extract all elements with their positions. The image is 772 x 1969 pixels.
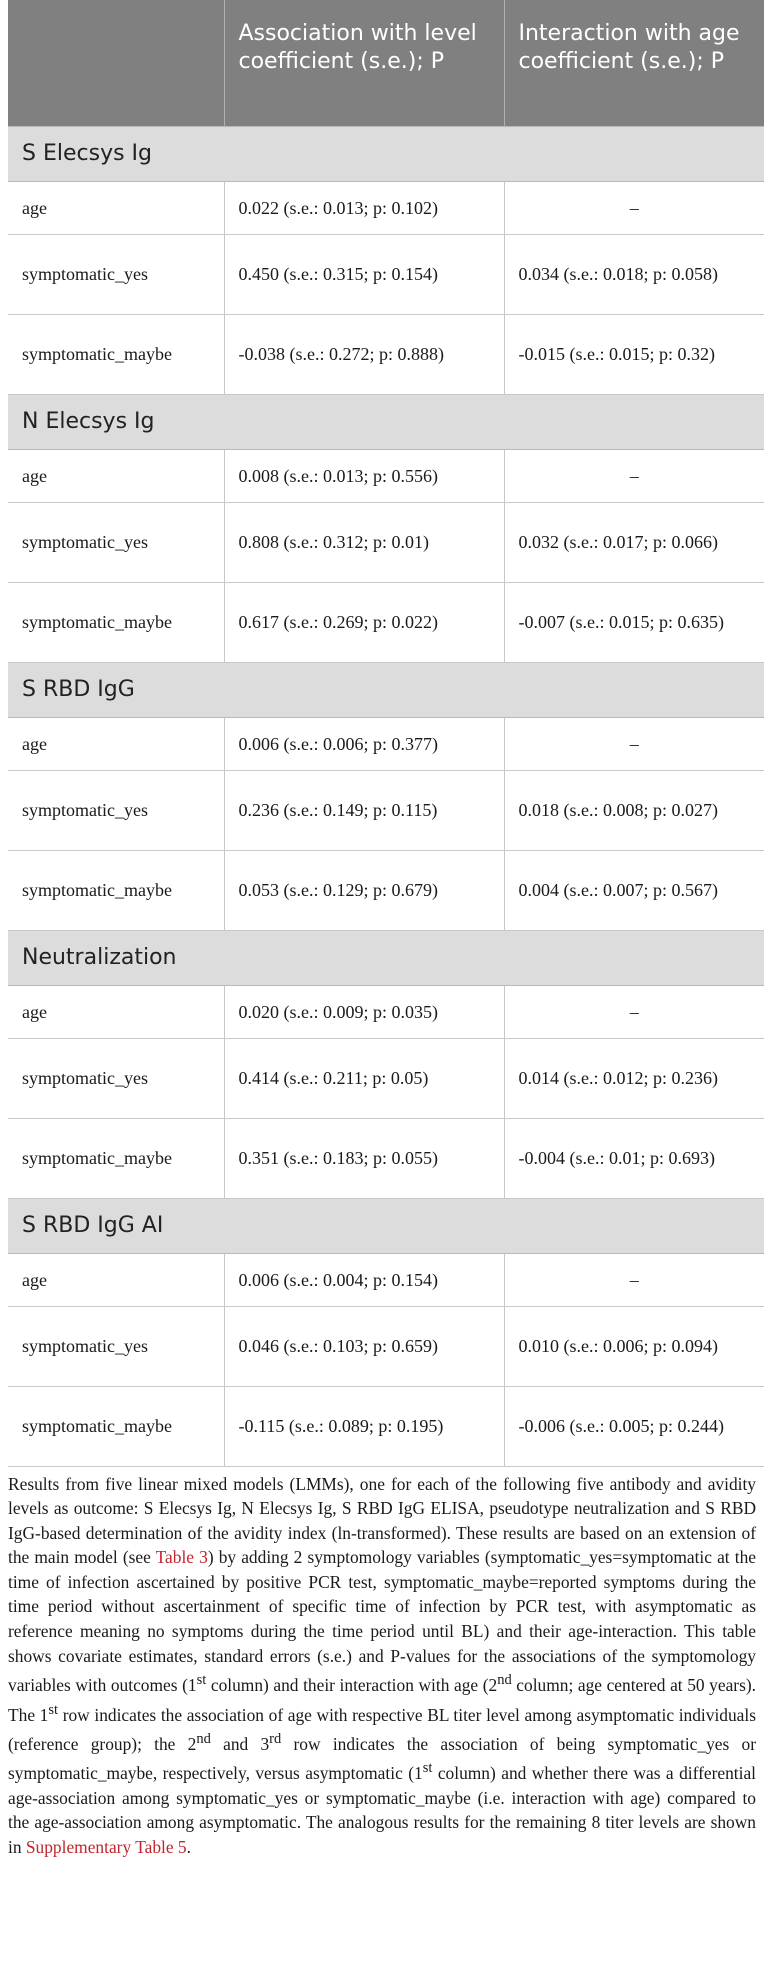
level-coefficient-cell: 0.808 (s.e.: 0.312; p: 0.01) (224, 502, 504, 582)
footnote-text: row indicates the association of being symptomatic_yes or symptomatic_maybe, respectively, versus asymptomatic (1 (8, 1733, 756, 1784)
interaction-coefficient-cell: – (504, 181, 764, 234)
table-row (8, 717, 764, 770)
row-label-cell: symptomatic_yes (8, 770, 224, 850)
interaction-coefficient-cell: 0.014 (s.e.: 0.012; p: 0.236) (504, 1038, 764, 1118)
level-coefficient-cell: 0.008 (s.e.: 0.013; p: 0.556) (224, 449, 504, 502)
row-label-cell: symptomatic_yes (8, 234, 224, 314)
superscript: st (422, 1760, 433, 1777)
superscript: st (196, 1672, 207, 1689)
level-coefficient-cell: 0.450 (s.e.: 0.315; p: 0.154) (224, 234, 504, 314)
interaction-coefficient-cell: -0.004 (s.e.: 0.01; p: 0.693) (504, 1118, 764, 1198)
table-row (8, 1306, 764, 1386)
section-header-row (8, 126, 764, 181)
row-label-cell: age (8, 985, 224, 1038)
interaction-coefficient-cell: 0.004 (s.e.: 0.007; p: 0.567) (504, 850, 764, 930)
level-coefficient-cell: -0.115 (s.e.: 0.089; p: 0.195) (224, 1386, 504, 1466)
interaction-coefficient-cell: -0.006 (s.e.: 0.005; p: 0.244) (504, 1386, 764, 1466)
table-row (8, 850, 764, 930)
supplementary-table-5-link[interactable]: Supplementary Table 5 (25, 1837, 187, 1857)
level-coefficient-cell: 0.351 (s.e.: 0.183; p: 0.055) (224, 1118, 504, 1198)
row-label-cell: age (8, 717, 224, 770)
row-label-cell: symptomatic_maybe (8, 1118, 224, 1198)
interaction-coefficient-cell: -0.015 (s.e.: 0.015; p: 0.32) (504, 314, 764, 394)
footnote-text: Results from five linear mixed models (LMMs), one for each of the following five antibody and avidity levels as outcome: S Elecsys Ig, N Elecsys Ig, S RBD IgG ELISA, pseudotype neutralization and S RBD IgG-based determination of the avidity index (ln-transformed). These results are based on an extension of the main model (see (8, 1473, 756, 1568)
table-row (8, 582, 764, 662)
interaction-coefficient-cell: – (504, 717, 764, 770)
footnote-text: column) and whether there was a differential age-association among symptomatic_yes or symptomatic_maybe (i.e. interaction with age) compared to the age-association among asymptomatic. The analogous results for the remaining 8 titer levels are shown in (8, 1763, 756, 1857)
level-coefficient-cell: 0.022 (s.e.: 0.013; p: 0.102) (224, 181, 504, 234)
table-3-link[interactable]: Table 3 (155, 1547, 208, 1568)
interaction-coefficient-cell: 0.032 (s.e.: 0.017; p: 0.066) (504, 502, 764, 582)
interaction-coefficient-cell: – (504, 449, 764, 502)
header-col-2: Association with level coefficient (s.e.); P (224, 0, 504, 126)
level-coefficient-cell: 0.236 (s.e.: 0.149; p: 0.115) (224, 770, 504, 850)
row-label-cell: age (8, 181, 224, 234)
interaction-coefficient-cell: 0.018 (s.e.: 0.008; p: 0.027) (504, 770, 764, 850)
section-title: S RBD IgG (8, 662, 764, 717)
table-row (8, 1253, 764, 1306)
row-label-cell: symptomatic_yes (8, 502, 224, 582)
footnote-text: ) by adding 2 symptomology variables (symptomatic_yes=symptomatic at the time of infection ascertained by positive PCR test, symptomatic_maybe=reported symptoms during the time period without ascertainment of specific time of infection by PCR test, with asymptomatic as reference meaning no symptoms during the time period until BL) and their age-interaction. This table shows covariate estimates, standard errors (s.e.) and P-values for the associations of the symptomology variables with outcomes (1 (8, 1547, 756, 1696)
header-col-3: Interaction with age coefficient (s.e.); P (504, 0, 764, 126)
table-row (8, 1038, 764, 1118)
table-header-row (8, 0, 764, 126)
footnote-text: column; age centered at 50 years). The 1 (8, 1675, 757, 1725)
section-title: N Elecsys Ig (8, 394, 764, 449)
table-footnote (8, 1472, 764, 1860)
section-header-row (8, 394, 764, 449)
row-label-cell: symptomatic_yes (8, 1038, 224, 1118)
interaction-coefficient-cell: -0.007 (s.e.: 0.015; p: 0.635) (504, 582, 764, 662)
table-body (8, 126, 764, 1466)
table-container (8, 0, 764, 1860)
section-title: S RBD IgG AI (8, 1198, 764, 1253)
superscript: rd (269, 1731, 282, 1748)
table-row (8, 502, 764, 582)
results-table (8, 0, 764, 1467)
table-row (8, 181, 764, 234)
table-row (8, 449, 764, 502)
level-coefficient-cell: 0.053 (s.e.: 0.129; p: 0.679) (224, 850, 504, 930)
level-coefficient-cell: 0.617 (s.e.: 0.269; p: 0.022) (224, 582, 504, 662)
interaction-coefficient-cell: 0.010 (s.e.: 0.006; p: 0.094) (504, 1306, 764, 1386)
level-coefficient-cell: 0.046 (s.e.: 0.103; p: 0.659) (224, 1306, 504, 1386)
level-coefficient-cell: 0.006 (s.e.: 0.006; p: 0.377) (224, 717, 504, 770)
row-label-cell: symptomatic_maybe (8, 314, 224, 394)
footnote-text: and 3 (210, 1733, 270, 1754)
footnote-text: row indicates the association of age with respective BL titer level among asymptomatic individuals (reference group); the 2 (8, 1704, 756, 1754)
header-col-1 (8, 0, 224, 126)
section-header-row (8, 930, 764, 985)
table-row (8, 314, 764, 394)
row-label-cell: symptomatic_maybe (8, 1386, 224, 1466)
row-label-cell: age (8, 449, 224, 502)
table-row (8, 985, 764, 1038)
row-label-cell: symptomatic_maybe (8, 582, 224, 662)
row-label-cell: age (8, 1253, 224, 1306)
footnote-text: . (186, 1837, 191, 1857)
superscript: nd (196, 1731, 211, 1748)
superscript: st (48, 1701, 59, 1718)
row-label-cell: symptomatic_maybe (8, 850, 224, 930)
level-coefficient-cell: 0.020 (s.e.: 0.009; p: 0.035) (224, 985, 504, 1038)
interaction-coefficient-cell: 0.034 (s.e.: 0.018; p: 0.058) (504, 234, 764, 314)
interaction-coefficient-cell: – (504, 985, 764, 1038)
section-title: S Elecsys Ig (8, 126, 764, 181)
table-row (8, 1386, 764, 1466)
interaction-coefficient-cell: – (504, 1253, 764, 1306)
table-row (8, 770, 764, 850)
row-label-cell: symptomatic_yes (8, 1306, 224, 1386)
footnote-text: column) and their interaction with age (2 (206, 1675, 498, 1696)
table-row (8, 1118, 764, 1198)
section-title: Neutralization (8, 930, 764, 985)
level-coefficient-cell: 0.006 (s.e.: 0.004; p: 0.154) (224, 1253, 504, 1306)
table-row (8, 234, 764, 314)
level-coefficient-cell: 0.414 (s.e.: 0.211; p: 0.05) (224, 1038, 504, 1118)
superscript: nd (497, 1672, 512, 1689)
section-header-row (8, 1198, 764, 1253)
section-header-row (8, 662, 764, 717)
level-coefficient-cell: -0.038 (s.e.: 0.272; p: 0.888) (224, 314, 504, 394)
